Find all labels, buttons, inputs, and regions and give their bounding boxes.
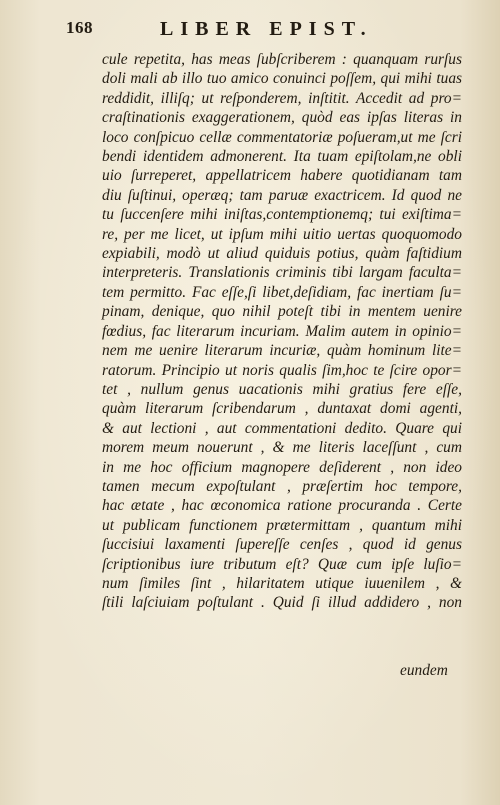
text-line: hac ætate , hac œconomica ratione procuranda . Certe <box>102 497 462 515</box>
text-line: morem meum nouerunt , & me literis laceſſunt , cum <box>102 439 462 457</box>
text-line: tu ſuccenſere mihi iniſtas,contemptionemq; tui exiſtima= <box>102 206 462 224</box>
text-line: ratorum. Principio ut noris qualis ſim,hoc te ſcire opor= <box>102 361 462 379</box>
text-line: uio ſurreperet, appellatricem habere quotidianam tam <box>102 167 462 185</box>
text-line: fœdius, fac literarum incuriam. Malim autem in opinio= <box>102 322 462 340</box>
text-line: ſcriptionibus iure tributum eſt? Quæ cum ipſe luſio= <box>102 555 462 573</box>
page-header <box>0 18 500 48</box>
text-line: craſtinationis exaggerationem, quòd eas ipſas literas in <box>102 109 462 127</box>
text-line: expiabili, modò ut aliud quiduis potius, quàm faſtidium <box>102 245 462 263</box>
running-title: LIBER EPIST. <box>160 18 373 40</box>
page-number: 168 <box>66 18 93 37</box>
body-text <box>102 50 462 613</box>
text-line: ut publicam functionem prætermittam , quantum mihi <box>102 516 462 534</box>
text-line: diu ſuſtinui, operæq; tam paruæ exactricem. Id quod ne <box>102 186 462 204</box>
text-line: loco conſpicuo cellæ commentatoriæ poſueram,ut me ſcri <box>102 128 462 146</box>
text-line: cule repetita, has meas ſubſcriberem : quanquam rurſus <box>102 51 462 68</box>
text-line: num ſimiles ſint , hilaritatem utique iuuenilem , & <box>102 574 462 592</box>
text-line: in me hoc officium magnopere deſiderent , non ideo <box>102 458 462 476</box>
text-line: quàm literarum ſcribendarum , duntaxat domi agenti, <box>102 400 462 418</box>
text-line: reddidit, illiſq; ut reſponderem, inſtitit. Accedit ad pro= <box>102 89 462 107</box>
text-line: bendi identidem admonerent. Ita tuam epiſtolam,ne obli <box>102 148 462 166</box>
text-line: ſtili laſciuiam poſtulant . Quid ſi illud addidero , non <box>102 594 462 612</box>
text-line: pinam, denique, quo nihil poteſt tibi in mentem uenire <box>102 303 462 321</box>
text-line: tem permitto. Fac eſſe,ſi libet,deſidiam, fac inertiam ſu= <box>102 283 462 301</box>
text-line: & aut lectioni , aut commentationi dedito. Quare qui <box>102 419 462 437</box>
text-line: nem me uenire literarum incuriæ, quàm hominum lite= <box>102 342 462 360</box>
text-line: doli mali ab illo tuo amico conuinci poſſem, qui mihi tuas <box>102 70 462 88</box>
text-line: tamen mecum expoſtulant , præſertim hoc tempore, <box>102 477 462 495</box>
text-line: interpreteris. Translationis criminis tibi largam faculta= <box>102 264 462 282</box>
text-line: re, per me licet, ut ipſum mihi uitio uertas quoquomodo <box>102 225 462 243</box>
text-line: ſuccisiui laxamenti ſupereſſe cenſes , quod id genus <box>102 536 462 554</box>
text-line: tet , nullum genus uacationis mihi gratius fere eſſe, <box>102 380 462 398</box>
catchword: eundem <box>400 662 448 679</box>
